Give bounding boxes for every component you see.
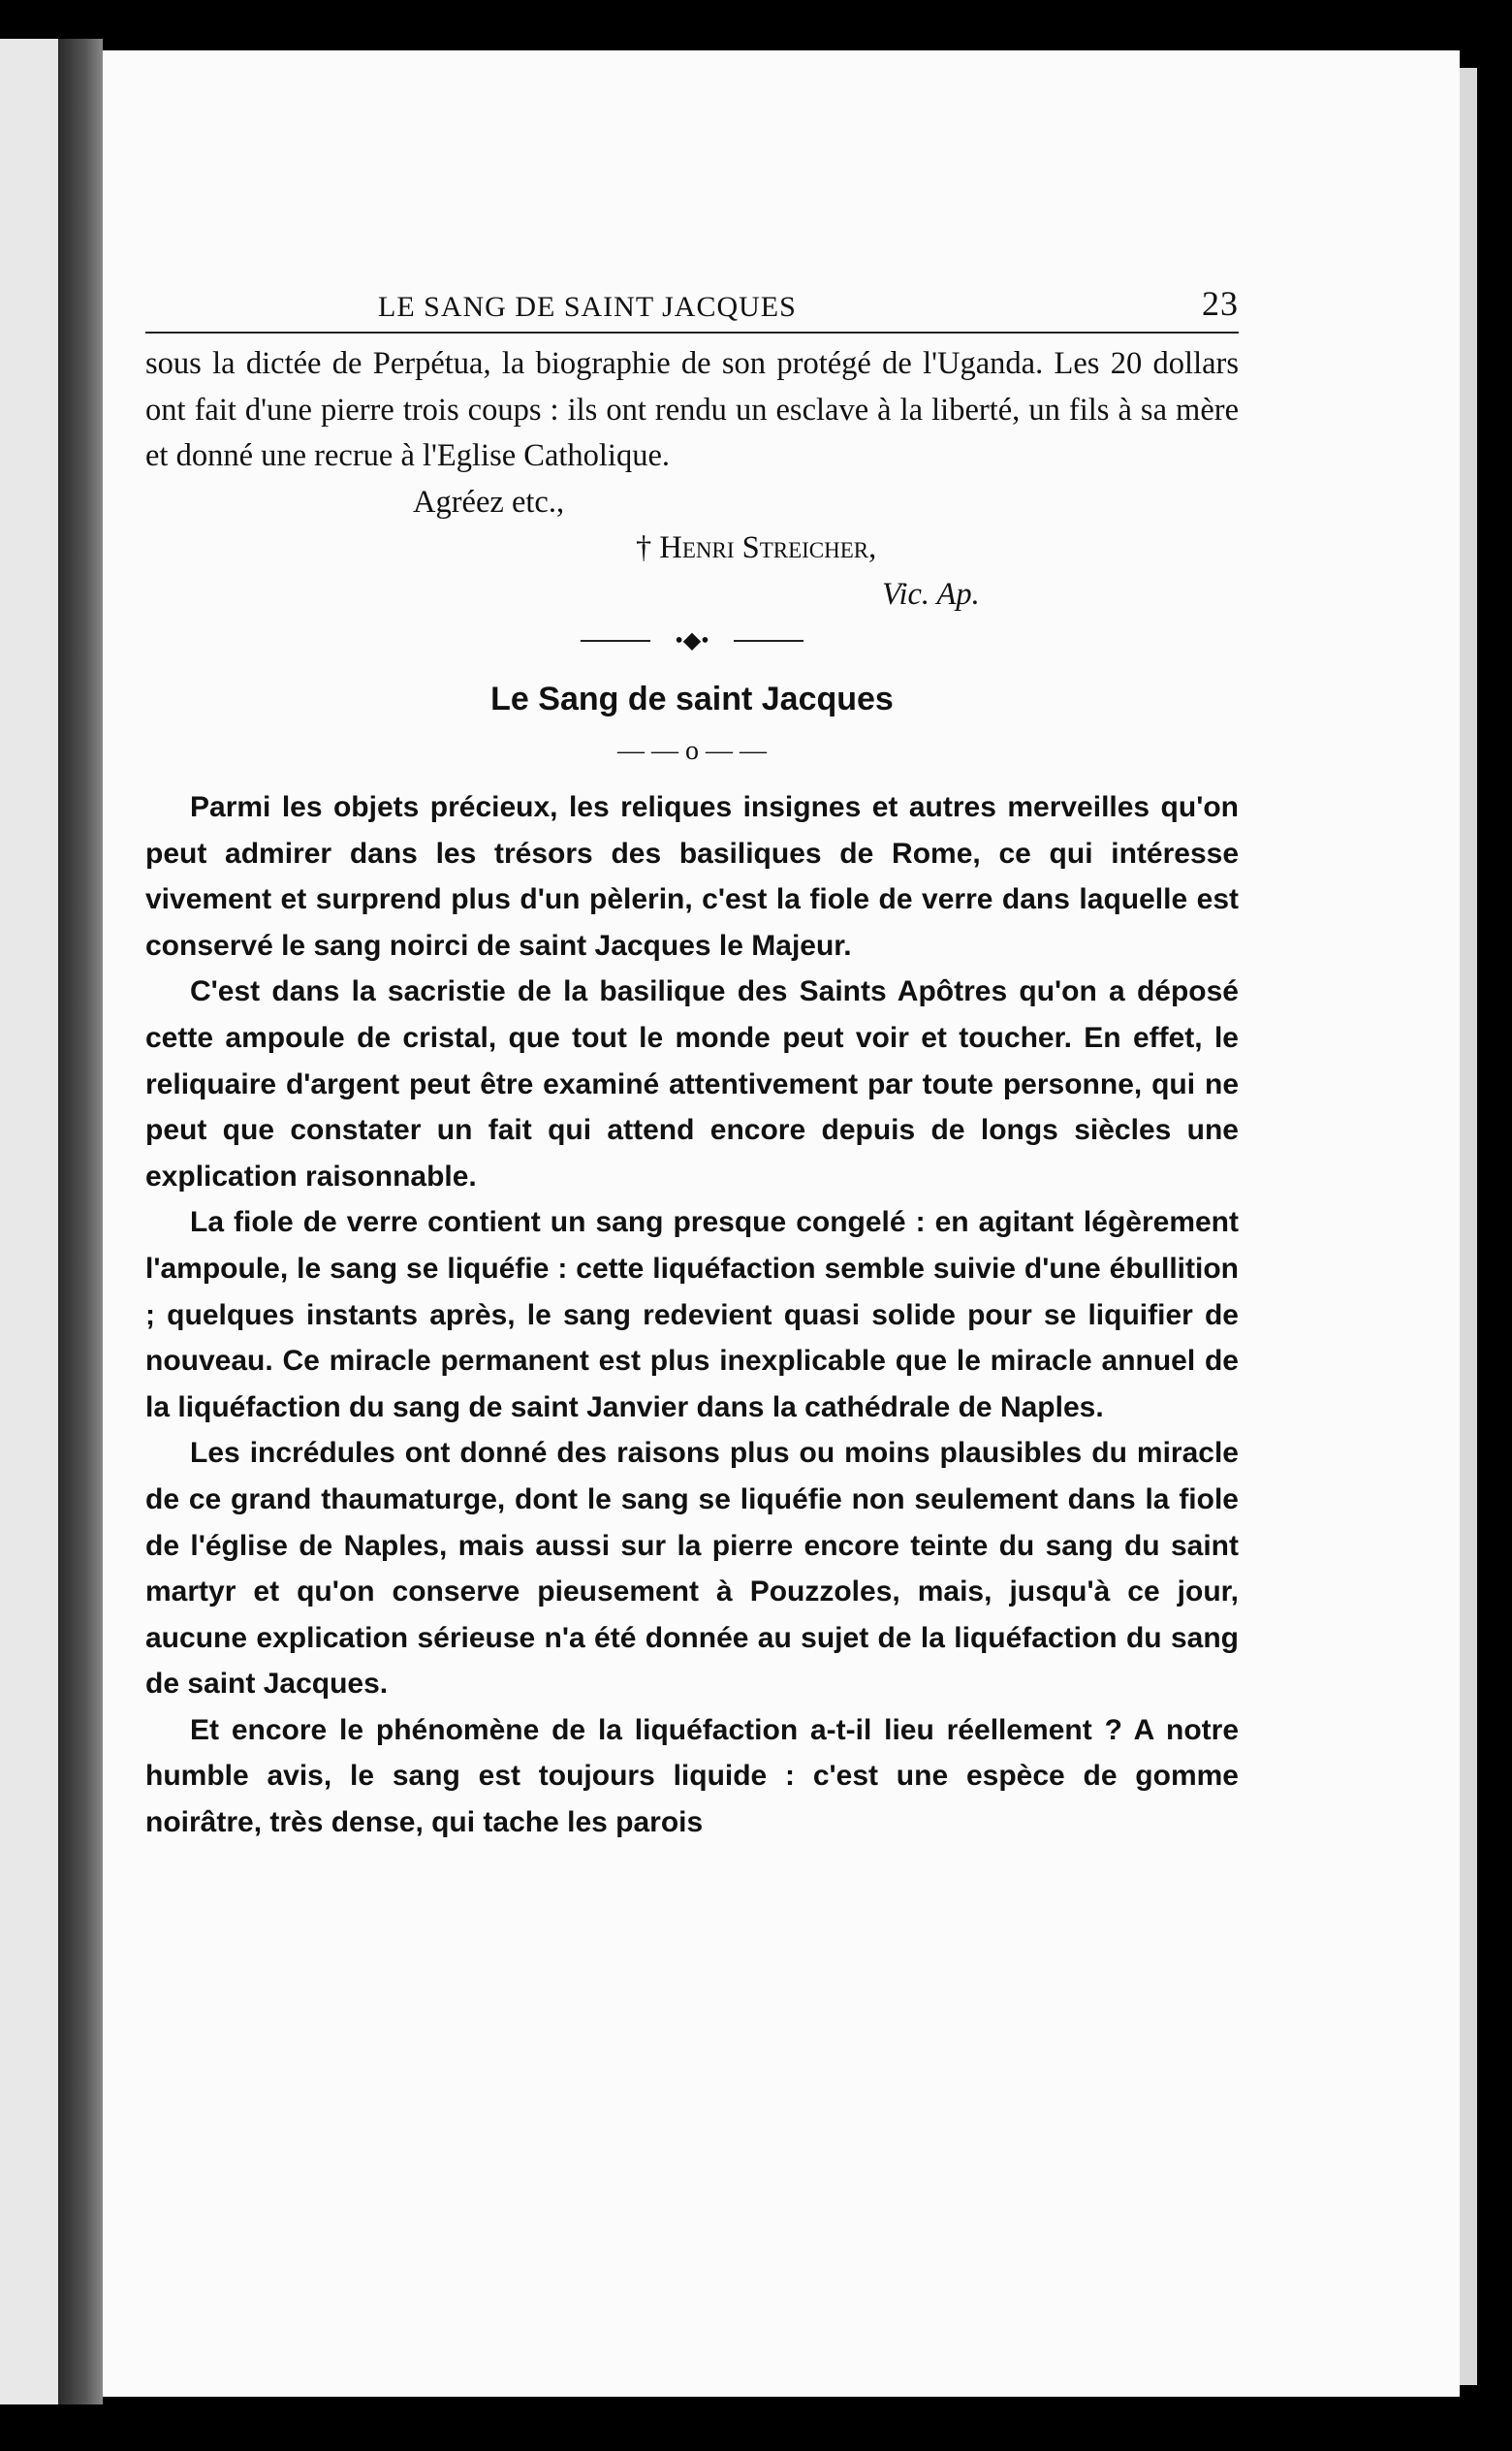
article-paragraph: Les incrédules ont donné des raisons plus ou moins plausibles du miracle de ce grand thaumaturge, dont le sang se liquéfie non seulement dans la fiole de l'église de Naples, mais aussi sur la pierre encore teinte du sang du saint martyr et qu'on conserve pieusement à Pouzzoles, mais, jusqu'à ce jour, aucune explication sérieuse n'a été donnée au sujet de la liquéfaction du sang de saint Jacques. (145, 1437, 1239, 1701)
running-head (145, 284, 1239, 334)
page-content (145, 284, 1239, 1846)
article-heading: Le Sang de saint Jacques (490, 681, 894, 717)
page-edge-right (1460, 68, 1477, 2385)
article-body (145, 784, 1239, 1846)
page-number: 23 (1202, 284, 1239, 323)
book-spine-shadow (58, 39, 103, 2404)
ornament-divider: •◆• (581, 627, 803, 654)
letter-signature: † Henri Streicher, (636, 530, 877, 565)
signature-title: Vic. Ap. (882, 576, 980, 612)
letter-end-paragraph: sous la dictée de Perpétua, la biographie de son protégé de l'Uganda. Les 20 dollars ont fait d'une pierre trois coups : ils ont rendu un esclave à la liberté, un fils à sa mère et donné une recrue à l'Eglise Catholique. (145, 346, 1239, 473)
article-paragraph: La fiole de verre contient un sang presque congelé : en agitant légèrement l'ampoule, le sang se liquéfie : cette liquéfaction semble suivie d'une ébullition ; quelques instants après, le sang redevient quasi solide pour se liquifier de nouveau. Ce miracle permanent est plus inexplicable que le miracle annuel de la liquéfaction du sang de saint Janvier dans la cathédrale de Naples. (145, 1206, 1239, 1423)
article-paragraph: C'est dans la sacristie de la basilique des Saints Apôtres qu'on a déposé cette ampoule de cristal, que tout le monde peut voir et toucher. En effet, le reliquaire d'argent peut être examiné attentivement par toute personne, qui ne peut que constater un fait qui attend encore depuis de longs siècles une explication raisonnable. (145, 975, 1239, 1193)
article-paragraph: Et encore le phénomène de la liquéfaction a-t-il lieu réellement ? A notre humble avis, le sang est toujours liquide : c'est une espèce de gomme noirâtre, très dense, qui tache les parois (145, 1713, 1239, 1839)
article-paragraph: Parmi les objets précieux, les reliques insignes et autres merveilles qu'on peut admirer dans les trésors des basiliques de Rome, ce qui intéresse vivement et surprend plus d'un pèlerin, c'est la fiole de verre dans laquelle est conservé le sang noirci de saint Jacques le Majeur. (145, 791, 1239, 962)
heading-divider: — — o — — (617, 736, 767, 766)
letter-closing: Agréez etc., (413, 484, 565, 520)
facing-page-edge (0, 39, 58, 2404)
running-title: LE SANG DE SAINT JACQUES (378, 291, 797, 323)
